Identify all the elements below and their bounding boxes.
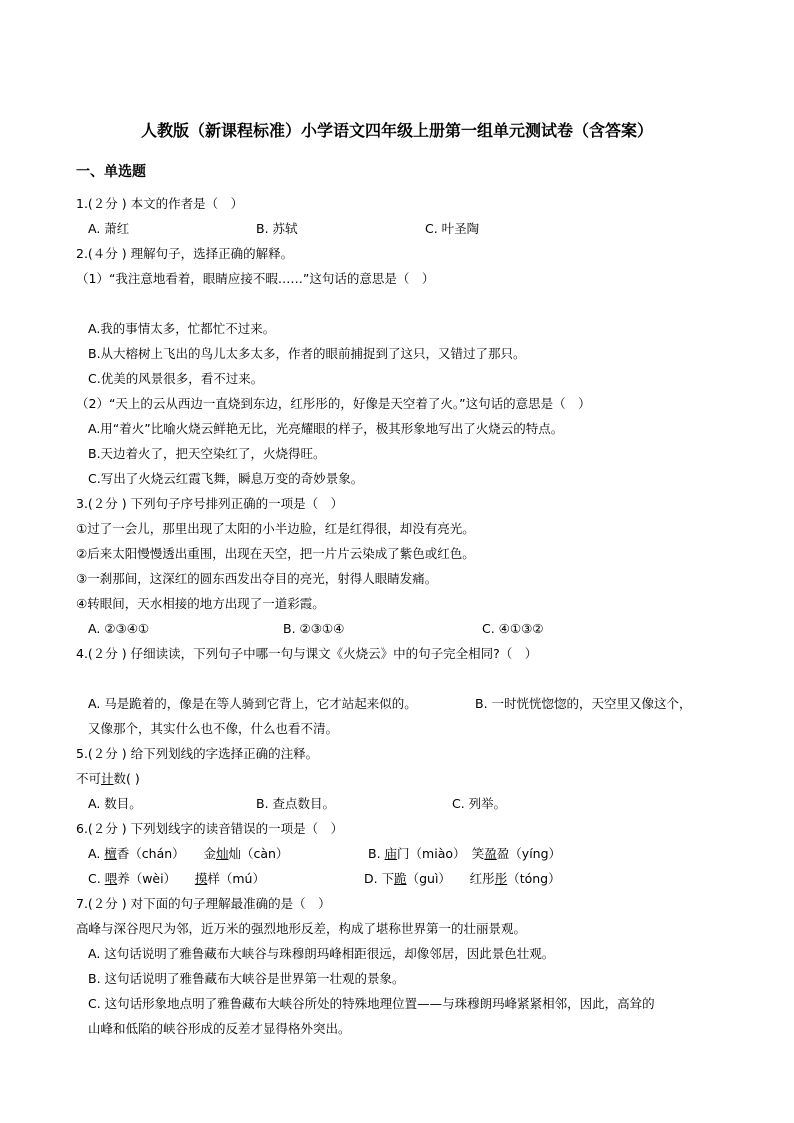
question-6-option-d: D. 下跪（guì） 红彤彤（tóng） <box>364 871 561 886</box>
question-7-option-c-continued: 山峰和低陷的峡谷形成的反差才显得格外突出。 <box>88 1021 351 1036</box>
question-5-option-c: C. 列举。 <box>452 796 507 811</box>
question-4-stem: 4.(２分 ) 仔细读读，下列句子中哪一句与课文《火烧云》中的句子完全相同?（ ） <box>76 646 538 661</box>
question-2-sub1-option-a: A.我的事情太多，忙都忙不过来。 <box>88 321 276 336</box>
question-7-option-a: A. 这句话说明了雅鲁藏布大峡谷与珠穆朗玛峰相距很远，却像邻居，因此景色壮观。 <box>88 946 555 961</box>
question-5-stem: 5.(２分 ) 给下列划线的字选择正确的注释。 <box>76 746 319 761</box>
question-2-sub2-option-b: B.天边着火了，把天空染红了，火烧得旺。 <box>88 446 326 461</box>
question-5-option-a: A. 数目。 <box>88 796 142 811</box>
question-4-option-a: A. 马是跪着的，像是在等人骑到它背上，它才站起来似的。 <box>88 696 417 711</box>
question-3-stem: 3.(２分 ) 下列句子序号排列正确的一项是（ ） <box>76 496 344 511</box>
underlined-char: 计 <box>101 771 114 786</box>
question-5-word: 不可计数( ) <box>76 771 140 786</box>
question-6-option-b: B. 庙门（miào） 笑盈盈（yíng） <box>368 846 562 861</box>
question-3-option-c: C. ④①③② <box>482 621 544 636</box>
question-7-stem: 7.(２分 ) 对下面的句子理解最准确的是（ ） <box>76 896 331 911</box>
question-7-option-c: C. 这句话形象地点明了雅鲁藏布大峡谷所处的特殊地理位置——与珠穆朗玛峰紧紧相邻，因此，高耸的 <box>88 996 655 1011</box>
question-3-option-a: A. ②③④① <box>88 621 150 636</box>
question-2-sub2-option-c: C.写出了火烧云红霞飞舞，瞬息万变的奇妙景象。 <box>88 471 364 486</box>
question-2-sub2-option-a: A.用“着火”比喻火烧云鲜艳无比，光亮耀眼的样子，极其形象地写出了火烧云的特点。 <box>88 421 564 436</box>
document-title: 人教版（新课程标准）小学语文四年级上册第一组单元测试卷（含答案） <box>140 121 653 140</box>
question-4-option-b-continued: 又像那个，其实什么也不像，什么也看不清。 <box>88 721 339 736</box>
question-3-sentence-1: ①过了一会儿，那里出现了太阳的小半边脸，红是红得很，却没有亮光。 <box>76 521 475 536</box>
question-2-stem: 2.(４分 ) 理解句子，选择正确的解释。 <box>76 246 294 261</box>
question-1-option-c: C. 叶圣陶 <box>425 221 480 236</box>
question-1-option-b: B. 苏轼 <box>256 221 298 236</box>
question-1-option-a: A. 萧红 <box>88 221 130 236</box>
question-4-option-b: B. 一时恍恍惚惚的，天空里又像这个， <box>475 696 692 711</box>
section-heading: 一、单选题 <box>76 164 146 180</box>
question-2-sub1-option-b: B.从大榕树上飞出的鸟儿太多太多，作者的眼前捕捉到了这只，又错过了那只。 <box>88 346 526 361</box>
question-2-sub2: （2）“天上的云从西边一直烧到东边，红彤彤的，好像是天空着了火。”这句话的意思是（ ） <box>76 396 591 411</box>
question-6-option-c: C. 喂养（wèi） 摸样（mú） <box>88 871 265 886</box>
question-1-stem: 1.(２分 ) 本文的作者是（ ） <box>76 196 244 211</box>
question-6-stem: 6.(２分 ) 下列划线字的读音错误的一项是（ ） <box>76 821 344 836</box>
question-2-sub1-option-c: C.优美的风景很多，看不过来。 <box>88 371 264 386</box>
question-2-sub1: （1）“我注意地看着，眼睛应接不暇……”这句话的意思是（ ） <box>76 271 435 286</box>
question-7-option-b: B. 这句话说明了雅鲁藏布大峡谷是世界第一壮观的景象。 <box>88 971 405 986</box>
question-6-option-a: A. 檀香（chán） 金灿灿（càn） <box>88 846 289 861</box>
question-3-option-b: B. ②③①④ <box>283 621 345 636</box>
question-5-option-b: B. 查点数目。 <box>256 796 336 811</box>
question-7-sentence: 高峰与深谷咫尺为邻，近万米的强烈地形反差，构成了堪称世界第一的壮丽景观。 <box>76 921 527 936</box>
question-3-sentence-4: ④转眼间，天水相接的地方出现了一道彩霞。 <box>76 596 325 611</box>
question-3-sentence-2: ②后来太阳慢慢透出重围，出现在天空，把一片片云染成了紫色或红色。 <box>76 546 475 561</box>
question-3-sentence-3: ③一刹那间，这深红的圆东西发出夺目的亮光，射得人眼睛发痛。 <box>76 571 438 586</box>
